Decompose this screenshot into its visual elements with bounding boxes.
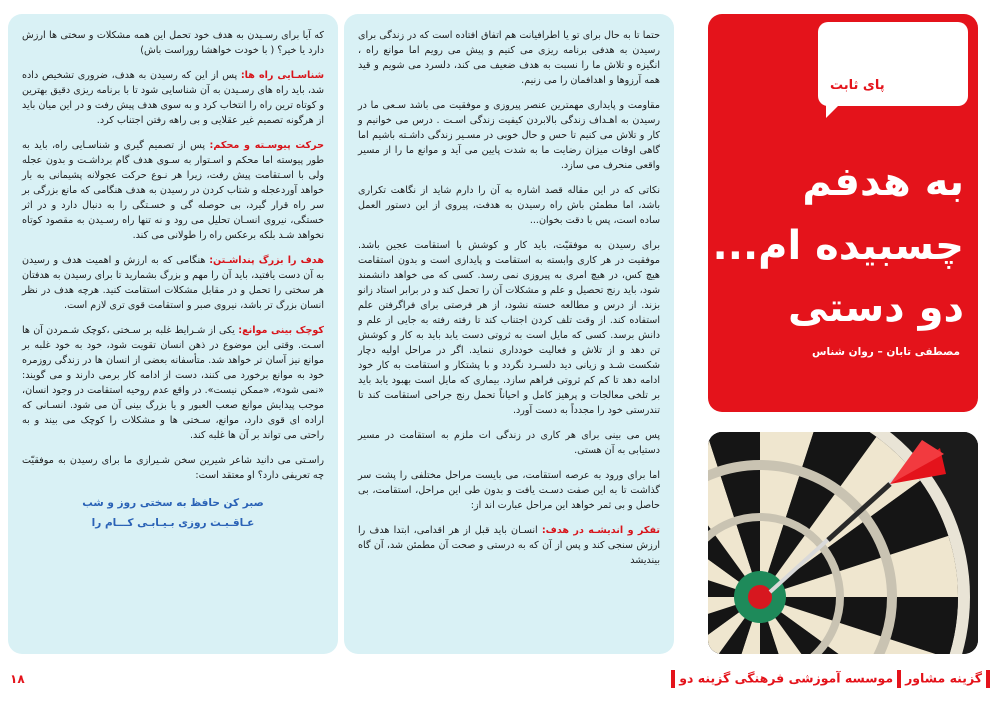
dartboard-photo	[708, 432, 978, 654]
section-heading: شناسـایی راه ها:	[240, 70, 325, 81]
page-number: ۱۸	[10, 672, 25, 686]
article-title-line-3: دو دستی	[788, 285, 964, 331]
paragraph: هدف را بزرگ پنداشـتن: هنگامی که به ارزش و اهمیت هدف و رسیدن به آن دست یافتید، باید آن را مهم و بزرگ بشمارید تا برای رسیدن به هدفتان هر سختی را تحمل و در مقابل مشکلات استقامت کنید. هرچه هدف در نظر انسان بزرگ تر باشد، نیروی صبر و استقامت قوی تری لازم است.	[22, 255, 324, 311]
poem-line: صبر کن حافظ به سختی روز و شب	[82, 497, 264, 509]
footer-column-name: گزینه مشاور	[905, 670, 982, 686]
section-heading: کوچک بینی موانع:	[238, 325, 325, 336]
article-title-line-2: چسبیده ام...	[712, 223, 964, 269]
poem-line: عـاقـبـت روزی بـیـابـی کـــام را	[91, 517, 255, 529]
paragraph: کوچک بینی موانع: یکی از شـرایط غلبه بر سـختی ،کوچک شـمردن آن ها اسـت. وقتی این موضوع در ذهن انسان تقویت شود، خود به خود غلبه بر موانع نیز آسان تر خواهد شد. متأسفانه بعضی از انسان ها در زندگی روزمره خود به موانع برخورد می کنند، دست از ادامه کار برمی دارند و می گویند: «نمی شود»، «ممکن نیست». در واقع عدم روحیه استقامت در وجود انسان، موجب پیدایش موانع صعب العبور و یا بزرگ بینی آن می شود. انسـانی که اراده ای قوی دارد، موانع، سـختی ها و مشکلات را کوچک می بیند و به راحتی می تواند بر آن ها غلبه کند.	[22, 325, 325, 441]
paragraph: پس می بینی برای هر کاری در زندگی ات ملزم به استقامت در مسیر دستیابی به آن هستی.	[358, 430, 660, 456]
footer-brand	[679, 670, 994, 696]
footer-divider	[897, 670, 901, 688]
poem	[22, 493, 324, 533]
section-heading: حرکت پیوسـته و محکم:	[209, 140, 324, 151]
paragraph: حرکت پیوسـته و محکم: پس از تصمیم گیری و شناسـایی راه، باید به طور پیوسته اما محکم و اسـتوار به سـوی هدف گام برداشـت و بدون عجله ولی با اسـتقامت پیش رفت، زیرا هر نـوع حرکت عجولانه پشیمانی به بار خواهد آوردعجله و شتاب کردن در رسیدن به هدف هنگامی که مانع بزرگی بر سر راه قرار گیرد، بی حوصله گی و خسـتگی را به دنبال دارد و در اثر خستگی، نیروی انسـان تحلیل می رود و نه تنها راه رسـیدن به مقصود کوتاه نخواهد شـد بلکه برعکس راه را طولانی می کند.	[22, 140, 324, 241]
speech-bubble	[818, 22, 968, 106]
footer-divider	[671, 670, 675, 688]
middle-text-column	[344, 14, 674, 654]
article-title-line-1: به هدفم	[802, 159, 964, 205]
paragraph: نکاتی که در این مقاله قصد اشاره به آن را دارم شاید از نگاهت تکراری باشد، اما مطمئن باش راه رسیدن به هدفت، پیروی از این دستور العمل ساده است، پس با دقت بخوان...	[358, 185, 660, 226]
author-byline: مصطفی تابان – روان شناس	[811, 346, 960, 358]
section-badge: پای ثابت	[830, 78, 885, 93]
paragraph: تفکر و اندیشـه در هدف: انسـان باید قبل از هر اقدامی، ابتدا هدف را ارزش سنجی کند و پس از آن که به درستی و صحت آن مطمئن شد، آن گاه بیندیشد	[358, 525, 660, 566]
paragraph: برای رسیدن به موفقیّت، باید کار و کوشش با استقامت عجین باشد. موفقیت در هر کاری وابسته به استقامت و پایداری است و بدون استقامت هیچ کس، در هیچ امری به پیروزی نمی رسد. کسی که می خواهد دانشمند شود، باید رنج تحصیل و علم و مشکلات آن را تحمل کند و در برابر استاد زانو بزند. از درس و مطالعه خسته نشود، از هر فرصتی برای فراگرفتن علم استفاده کند. از وقت تلف کردن اجتناب کند تا رفته رفته به جایی از علم و دانش برسد. کسی که مایل است به ثروتی دست یابد باید به کار و کوشش تن دهد و از تلاش و فعالیت خودداری ننماید. اگر در مراحل اولیه دچار شکست شـد و زیانی دید دلسـرد نگردد و با پشتکار و استقامت به کار خود ادامه دهد تا کم کم ثروتی فراهم سازد. بیماری که مایل است بهبود یابد باید بر تلخی معالجات و پرهیز کامل و احیاناً تحمل رنج جراحی استقامت کند تا تندرستی خود را مجدداً به دست آورد.	[358, 240, 660, 416]
paragraph: که آیا برای رسـیدن به هدف خود تحمل این همه مشکلات و سختی ها ارزش دارد یا خیر؟ ( با خودت خواهشا روراست باش)	[22, 30, 324, 56]
paragraph: مقاومت و پایداری مهمترین عنصر پیروزی و موفقیت می باشد سـعی ما در رسیدن به اهـداف زندگی بالابردن کیفیت زندگی اسـت . درس می خوانیم و کار و تلاش می کنیم تا حس و حال خوبی در مسـیر زندگی داشـته باشیم اما گاهی اوقات میزان رضایت ما به شدت پایین می آید و موانع ما را از مسیر واقعی منحرف می سازد.	[358, 100, 660, 171]
section-heading: تفکر و اندیشـه در هدف:	[541, 525, 660, 536]
footer-publisher: موسسه آموزشی فرهنگی گزینه دو	[679, 670, 894, 686]
paragraph: راسـتی می دانید شاعر شیرین سخن شـیرازی ما برای رسیدن به موفقیّت چه تعریفی دارد؟ او معتقد است:	[22, 455, 324, 481]
section-heading: هدف را بزرگ پنداشـتن:	[209, 255, 324, 266]
dartboard-illustration	[708, 432, 978, 654]
footer-divider	[986, 670, 990, 688]
paragraph: اما برای ورود به عرصه استقامت، می بایست مراحل مختلفی را پشت سر گذاشت تا به این صفت دسـت یافت و بدون طی این مراحل، استقامت، بی حاصل و بی ثمر خواهد این مراحل عبارت اند از:	[358, 470, 660, 511]
paragraph: حتما تا به حال برای تو یا اطرافیانت هم اتفاق افتاده است که در زندگی برای رسیدن به هدفی برنامه ریزی می کنیم و پیش می رویم اما موانع راه ، انگیزه و تلاش ما را نسبت به هدف ضعیف می کند، دلسرد می شویم و قید همه آرزوها و اهدافمان را می زنیم.	[358, 30, 660, 86]
speech-bubble-tail	[826, 100, 844, 118]
left-text-column	[8, 14, 338, 654]
paragraph: شناسـایی راه ها: پس از این که رسیدن به هدف، ضروری تشخیص داده شد، باید راه های رسـیدن به آن شناسایی شود تا با برنامه ریزی دقیق بهترین و کوتاه ترین راه را انتخاب کرد و به سوی هدف پیش رفت و در این میان باید از هرگونه تصمیم غیر عقلایی و بی راهه رفتن اجتناب کرد.	[22, 70, 325, 126]
